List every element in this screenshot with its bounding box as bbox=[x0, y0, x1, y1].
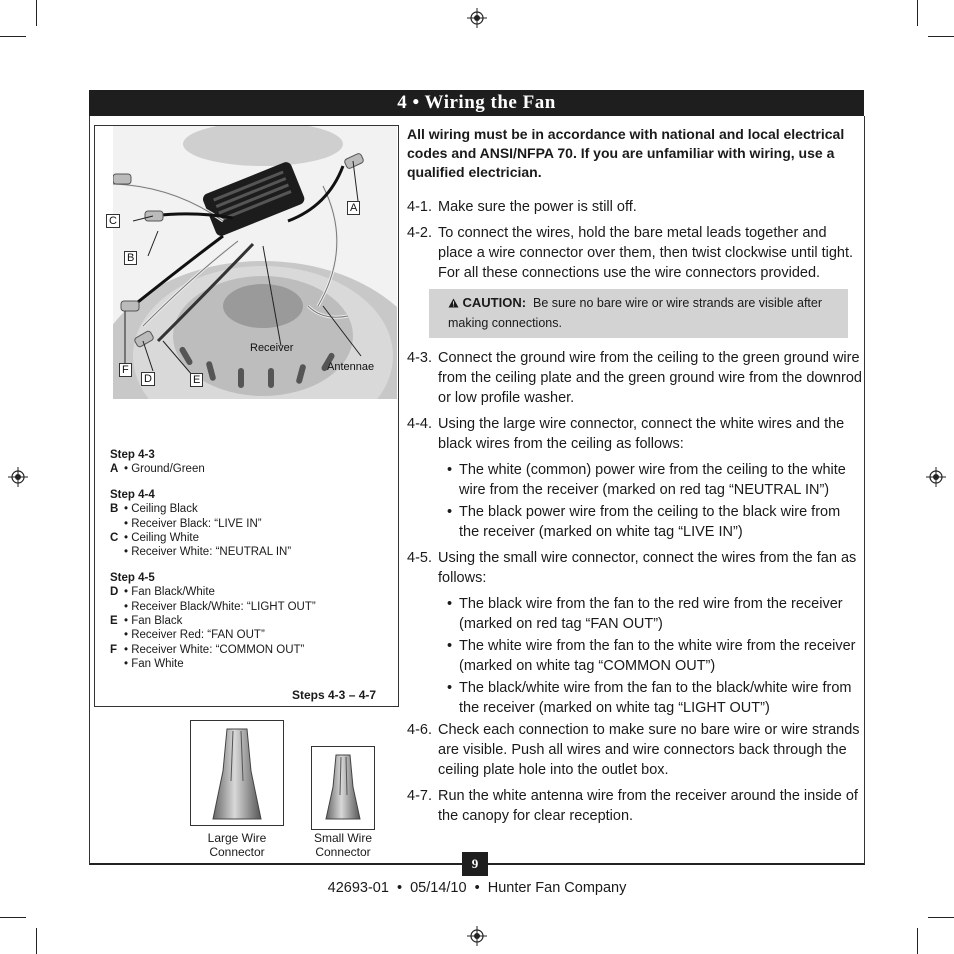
small-wire-connector-icon bbox=[312, 747, 374, 829]
antennae-label: Antennae bbox=[327, 361, 375, 373]
legend-text: • Ceiling Black bbox=[124, 503, 198, 516]
legend-letter: C bbox=[110, 532, 119, 545]
crop-mark bbox=[0, 917, 26, 918]
callout-c: C bbox=[106, 214, 120, 228]
crop-mark bbox=[0, 36, 26, 37]
registration-mark-icon bbox=[467, 8, 487, 28]
bullet-text: The black power wire from the ceiling to the black wire from the receiver (marked on white tag “LIVE IN”) bbox=[459, 504, 841, 540]
legend-text: • Fan Black/White bbox=[124, 586, 215, 599]
legend-row bbox=[110, 502, 370, 516]
crop-mark bbox=[928, 917, 954, 918]
legend-text: • Receiver Black: “LIVE IN” bbox=[124, 517, 262, 530]
crop-mark bbox=[36, 0, 37, 26]
legend-row bbox=[110, 657, 370, 671]
crop-mark bbox=[917, 928, 918, 954]
legend-gap bbox=[110, 560, 370, 571]
large-connector-caption: Large Wire Connector bbox=[207, 831, 267, 859]
section-title: 4 • Wiring the Fan bbox=[89, 90, 864, 116]
wiring-warning-intro: All wiring must be in accordance with national and local electrical codes and ANSI/NFPA 70. If you are unfamiliar with wiring, use a qualified electrician. bbox=[407, 126, 845, 180]
step-4-2 bbox=[407, 223, 862, 283]
legend-text: • Ground/Green bbox=[124, 463, 205, 476]
registration-mark-icon bbox=[926, 467, 946, 487]
legend-row bbox=[110, 585, 370, 599]
caution-label: CAUTION: bbox=[462, 295, 527, 310]
small-connector-image bbox=[311, 746, 375, 830]
legend-row bbox=[110, 517, 370, 531]
step-4-4 bbox=[407, 414, 862, 454]
legend-text: • Fan White bbox=[124, 658, 184, 671]
step-number: 4-6. bbox=[407, 722, 432, 738]
legend-row bbox=[110, 628, 370, 642]
instructions-column bbox=[407, 125, 862, 832]
step-number: 4-3. bbox=[407, 350, 432, 366]
page-number: 9 bbox=[462, 852, 488, 876]
legend-row bbox=[110, 614, 370, 628]
figure-caption: Steps 4-3 – 4-7 bbox=[292, 688, 377, 702]
step-text: Check each connection to make sure no bare wire or wire strands are visible. Push all wires and wire connectors back through the ceiling plate hole into the outlet box. bbox=[438, 722, 860, 778]
bullet-text: The black wire from the fan to the red wire from the receiver (marked on red tag “FAN OUT”) bbox=[459, 596, 843, 632]
step-4-3 bbox=[407, 348, 862, 408]
legend-row bbox=[110, 462, 370, 476]
step-4-1 bbox=[407, 197, 862, 217]
step-text: Run the white antenna wire from the receiver around the inside of the canopy for clear reception. bbox=[438, 788, 858, 824]
list-item: • The black wire from the fan to the red wire from the receiver (marked on red tag “FAN OUT”) bbox=[447, 596, 843, 632]
crop-mark bbox=[36, 928, 37, 954]
callout-e: E bbox=[190, 373, 203, 387]
legend-letter: A bbox=[110, 463, 119, 476]
callout-a: A bbox=[347, 201, 360, 215]
bullet-text: The white (common) power wire from the ceiling to the white wire from the receiver (marked on red tag “NEUTRAL IN”) bbox=[459, 462, 846, 498]
bullet-text: The black/white wire from the fan to the black/white wire from the receiver (marked on white tag “LIGHT OUT”) bbox=[459, 680, 852, 716]
list-item: • The black/white wire from the fan to the black/white wire from the receiver (marked on white tag “LIGHT OUT”) bbox=[447, 680, 852, 716]
legend-letter: F bbox=[110, 643, 118, 656]
receiver-label: Receiver bbox=[250, 342, 294, 354]
legend-step-heading: Step 4-3 bbox=[110, 449, 155, 461]
bullet-text: The white wire from the fan to the white wire from the receiver (marked on white tag “COMMON OUT”) bbox=[459, 638, 856, 674]
legend-text: • Receiver White: “COMMON OUT” bbox=[124, 643, 305, 656]
legend-text: • Receiver White: “NEUTRAL IN” bbox=[124, 546, 292, 559]
crop-mark bbox=[917, 0, 918, 26]
step-text: Using the small wire connector, connect the wires from the fan as follows: bbox=[438, 550, 857, 586]
registration-mark-icon bbox=[467, 926, 487, 946]
legend-step-heading: Step 4-5 bbox=[110, 571, 155, 584]
callout-f: F bbox=[119, 363, 132, 377]
callout-d: D bbox=[141, 372, 155, 386]
document-footer: 42693-01 • 05/14/10 • Hunter Fan Company bbox=[327, 880, 627, 896]
step-text: Connect the ground wire from the ceiling to the green ground wire from the ceiling plate and the green ground wire from the downrod or low profile washer. bbox=[438, 350, 862, 406]
list-item: • The white (common) power wire from the ceiling to the white wire from the receiver (marked on red tag “NEUTRAL IN”) bbox=[447, 462, 846, 498]
large-connector-image bbox=[190, 720, 284, 826]
legend-letter: B bbox=[110, 503, 119, 516]
legend-text: • Receiver Black/White: “LIGHT OUT” bbox=[124, 600, 316, 613]
legend-row bbox=[110, 531, 370, 545]
step-number: 4-2. bbox=[407, 225, 432, 241]
legend-step-heading: Step 4-4 bbox=[110, 488, 155, 501]
crop-mark bbox=[928, 36, 954, 37]
legend-text: • Ceiling White bbox=[124, 532, 199, 545]
list-item: • The white wire from the fan to the white wire from the receiver (marked on white tag “COMMON OUT”) bbox=[447, 638, 856, 674]
step-number: 4-5. bbox=[407, 550, 432, 566]
legend-row bbox=[110, 600, 370, 614]
registration-mark-icon bbox=[8, 467, 28, 487]
step-number: 4-4. bbox=[407, 416, 432, 432]
small-connector-caption: Small Wire Connector bbox=[313, 831, 372, 859]
step-number: 4-7. bbox=[407, 788, 432, 804]
fan-wiring-illustration bbox=[113, 126, 397, 399]
warning-triangle-icon bbox=[448, 298, 459, 308]
list-item: • The black power wire from the ceiling to the black wire from the receiver (marked on white tag “LIVE IN”) bbox=[447, 504, 841, 540]
legend-text: • Fan Black bbox=[124, 615, 183, 628]
caution-box bbox=[429, 289, 848, 338]
legend-text: • Receiver Red: “FAN OUT” bbox=[124, 629, 265, 642]
legend-letter: E bbox=[110, 615, 118, 628]
legend-row bbox=[110, 545, 370, 559]
step-text: To connect the wires, hold the bare metal leads together and place a wire connector over them, then twist clockwise until tight. For all these connections use the wire connectors provided. bbox=[438, 225, 854, 281]
legend-row bbox=[110, 643, 370, 657]
large-wire-connector-icon bbox=[191, 721, 283, 825]
step-4-6 bbox=[407, 720, 862, 780]
step-4-5 bbox=[407, 548, 862, 588]
legend-letter: D bbox=[110, 586, 119, 599]
legend-gap bbox=[110, 477, 370, 488]
caution-text: Be sure no bare wire or wire strands are visible after making connections. bbox=[448, 296, 822, 330]
step-number: 4-1. bbox=[407, 199, 432, 215]
callout-b: B bbox=[124, 251, 137, 265]
step-text: Using the large wire connector, connect the white wires and the black wires from the ceiling as follows: bbox=[438, 416, 845, 452]
wiring-legend bbox=[110, 448, 370, 672]
step-4-7 bbox=[407, 786, 862, 826]
step-text: Make sure the power is still off. bbox=[438, 199, 637, 215]
